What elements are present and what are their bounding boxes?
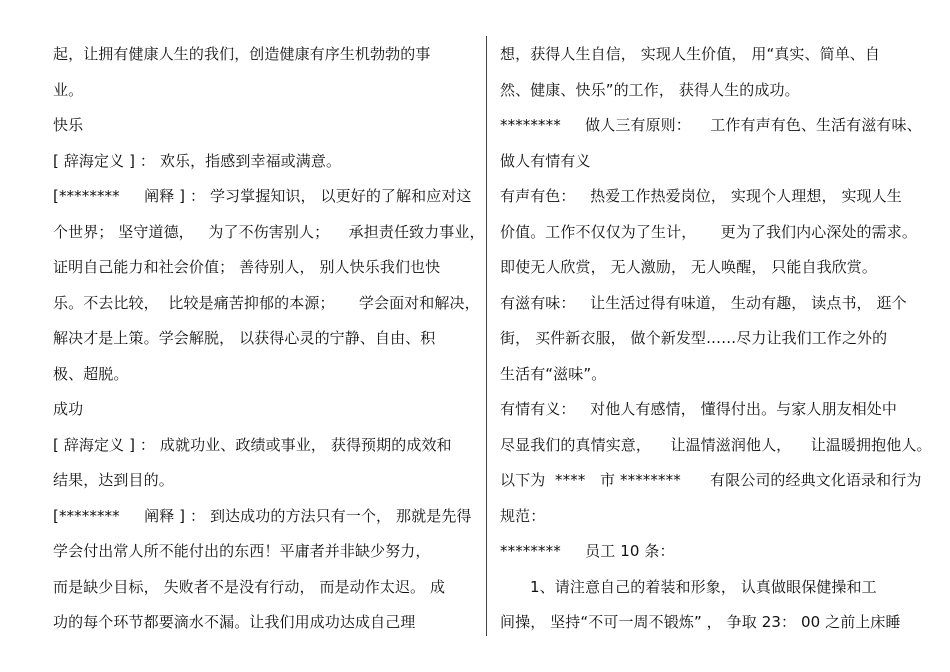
column-divider xyxy=(486,36,487,636)
text-line: 功的每个环节都要滴水不漏。让我们用成功达成自己理 xyxy=(53,613,416,631)
section-heading-success: 成功 xyxy=(53,400,84,418)
text-line: 间操， 坚持“不可一周不锻炼” ， 争取 23： 00 之前上床睡 xyxy=(500,613,901,631)
text-line: 业。 xyxy=(53,80,84,99)
text-line: 想，获得人生自信， 实现人生价值， 用“真实、简单、自 xyxy=(500,45,881,63)
text-line: 起，让拥有健康人生的我们，创造健康有序生机勃勃的事 xyxy=(53,45,431,63)
text-line: 个世界； 坚守道德， 为了不伤害别人； 承担责任致力事业， xyxy=(53,222,485,241)
text-line: 做人有情有义 xyxy=(500,151,591,170)
text-line: 生活有“滋味”。 xyxy=(500,364,607,383)
text-line: 街， 买件新衣服， 做个新发型……尽力让我们工作之外的 xyxy=(500,329,888,347)
text-line: 有情有义： 对他人有感情， 懂得付出。与家人朋友相处中 xyxy=(500,400,897,418)
text-line: 解决才是上策。学会解脱， 以获得心灵的宁静、自由、积 xyxy=(53,329,436,347)
text-line: ******** 员工 10 条： xyxy=(500,542,675,560)
text-line: 有滋有味： 让生活过得有味道， 生动有趣， 读点书， 逛个 xyxy=(500,293,907,312)
text-line: ******** 做人三有原则： 工作有声有色、生活有滋有味、 xyxy=(500,116,922,134)
list-item: 1、请注意自己的着装和形象， 认真做眼保健操和工 xyxy=(530,577,877,596)
text-line: 而是缺少目标， 失败者不是没有行动， 而是动作太迟。 成 xyxy=(53,577,446,596)
left-text-column xyxy=(53,38,485,642)
text-line: 极、超脱。 xyxy=(53,364,129,383)
text-line: [ 辞海定义 ] ： 成就功业、政绩或事业， 获得预期的成效和 xyxy=(53,435,452,454)
text-line: [******** 阐释 ] ： 学习掌握知识， 以更好的了解和应对这 xyxy=(53,187,472,205)
text-line: 然、健康、快乐”的工作， 获得人生的成功。 xyxy=(500,80,800,99)
text-line: 以下为 **** 市 ******** 有限公司的经典文化语录和行为 xyxy=(500,471,922,489)
text-line: [ 辞海定义 ] ： 欢乐，指感到幸福或满意。 xyxy=(53,151,342,170)
text-line: 学会付出常人所不能付出的东西！平庸者并非缺少努力， xyxy=(53,542,431,560)
text-line: 结果，达到目的。 xyxy=(53,471,174,489)
text-line: 证明自己能力和社会价值； 善待别人， 别人快乐我们也快 xyxy=(53,258,441,276)
text-line: 乐。不去比较， 比较是痛苦抑郁的本源； 学会面对和解决， xyxy=(53,293,480,312)
text-line: 即使无人欣赏， 无人激励， 无人唤醒， 只能自我欣赏。 xyxy=(500,258,878,276)
text-line: [******** 阐释 ] ： 到达成功的方法只有一个， 那就是先得 xyxy=(53,506,472,525)
text-line: 规范： xyxy=(500,506,546,525)
section-heading-happiness: 快乐 xyxy=(53,116,84,134)
right-text-column xyxy=(500,38,930,642)
text-line: 价值。工作不仅仅为了生计， 更为了我们内心深处的需求。 xyxy=(500,222,917,241)
text-line: 有声有色： 热爱工作热爱岗位， 实现个人理想， 实现人生 xyxy=(500,187,902,205)
text-line: 尽显我们的真情实意， 让温情滋润他人， 让温暖拥抱他人。 xyxy=(500,435,932,454)
